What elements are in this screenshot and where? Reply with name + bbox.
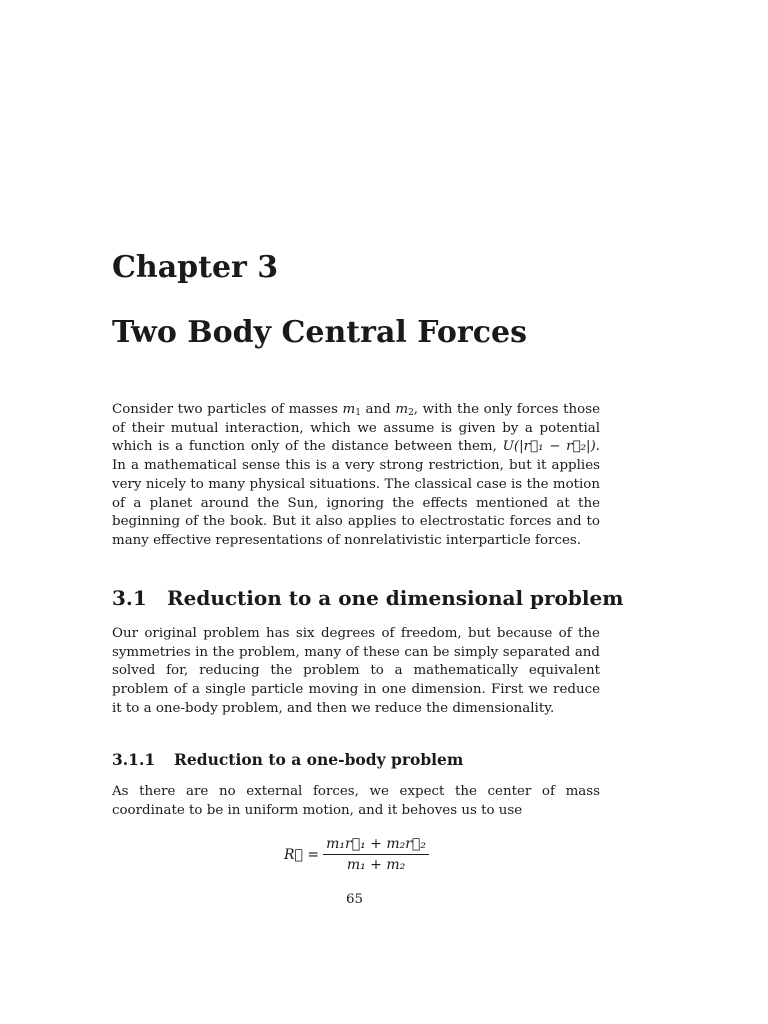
intro-text-1: Consider two particles of masses [112, 402, 343, 417]
mass-2 [395, 402, 413, 417]
equation-fraction [323, 836, 429, 873]
equation-numerator: m₁r⃗₁ + m₂r⃗₂ [323, 836, 429, 855]
equation-denominator: m₁ + m₂ [346, 857, 406, 873]
intro-text-2: and [360, 402, 396, 417]
mass-2-symbol: m [395, 402, 409, 417]
mass-1 [342, 402, 360, 417]
intro-paragraph [112, 401, 600, 551]
subsection-number: 3.1.1 [112, 750, 156, 769]
section-title: Reduction to a one dimensional problem [167, 586, 624, 610]
page-number: 65 [346, 892, 364, 907]
mass-2-subscript: 2 [408, 408, 414, 418]
intro-text-3: , with the only forces those of their mutual interaction, which we assume is given by a potential which is a function only of the distance between them, [112, 402, 600, 455]
section-heading [112, 586, 623, 610]
section-number: 3.1 [112, 586, 147, 610]
subsection-title: Reduction to a one-body problem [174, 750, 464, 769]
mass-1-symbol: m [342, 402, 356, 417]
center-of-mass-equation [284, 836, 429, 873]
subsection-heading [112, 750, 463, 769]
chapter-title: Two Body Central Forces [112, 315, 527, 350]
intro-text-4: . In a mathematical sense this is a very strong restriction, but it applies very nicely to many physical situations. The classical case is the motion of a planet around the Sun, ignoring the effects mentioned at the beginning of the book. But it also applies to electrostatic forces and to many effective representations of nonrelativistic interparticle forces. [112, 439, 600, 548]
equation-lhs: R⃗ = [284, 846, 320, 863]
mass-1-subscript: 1 [355, 408, 361, 418]
chapter-label: Chapter 3 [112, 250, 279, 285]
section-paragraph: Our original problem has six degrees of freedom, but because of the symmetries in the problem, many of these can be simply separated and solved for, reducing the problem to a mathematically equivalent problem of a single particle moving in one dimension. First we reduce it to a one-body problem, and then we reduce the dimensionality. [112, 626, 600, 716]
potential-expression: U(|r⃗₁ − r⃗₂|) [502, 439, 596, 455]
subsection-paragraph: As there are no external forces, we expect the center of mass coordinate to be in uniform motion, and it behoves us to use [112, 784, 600, 818]
